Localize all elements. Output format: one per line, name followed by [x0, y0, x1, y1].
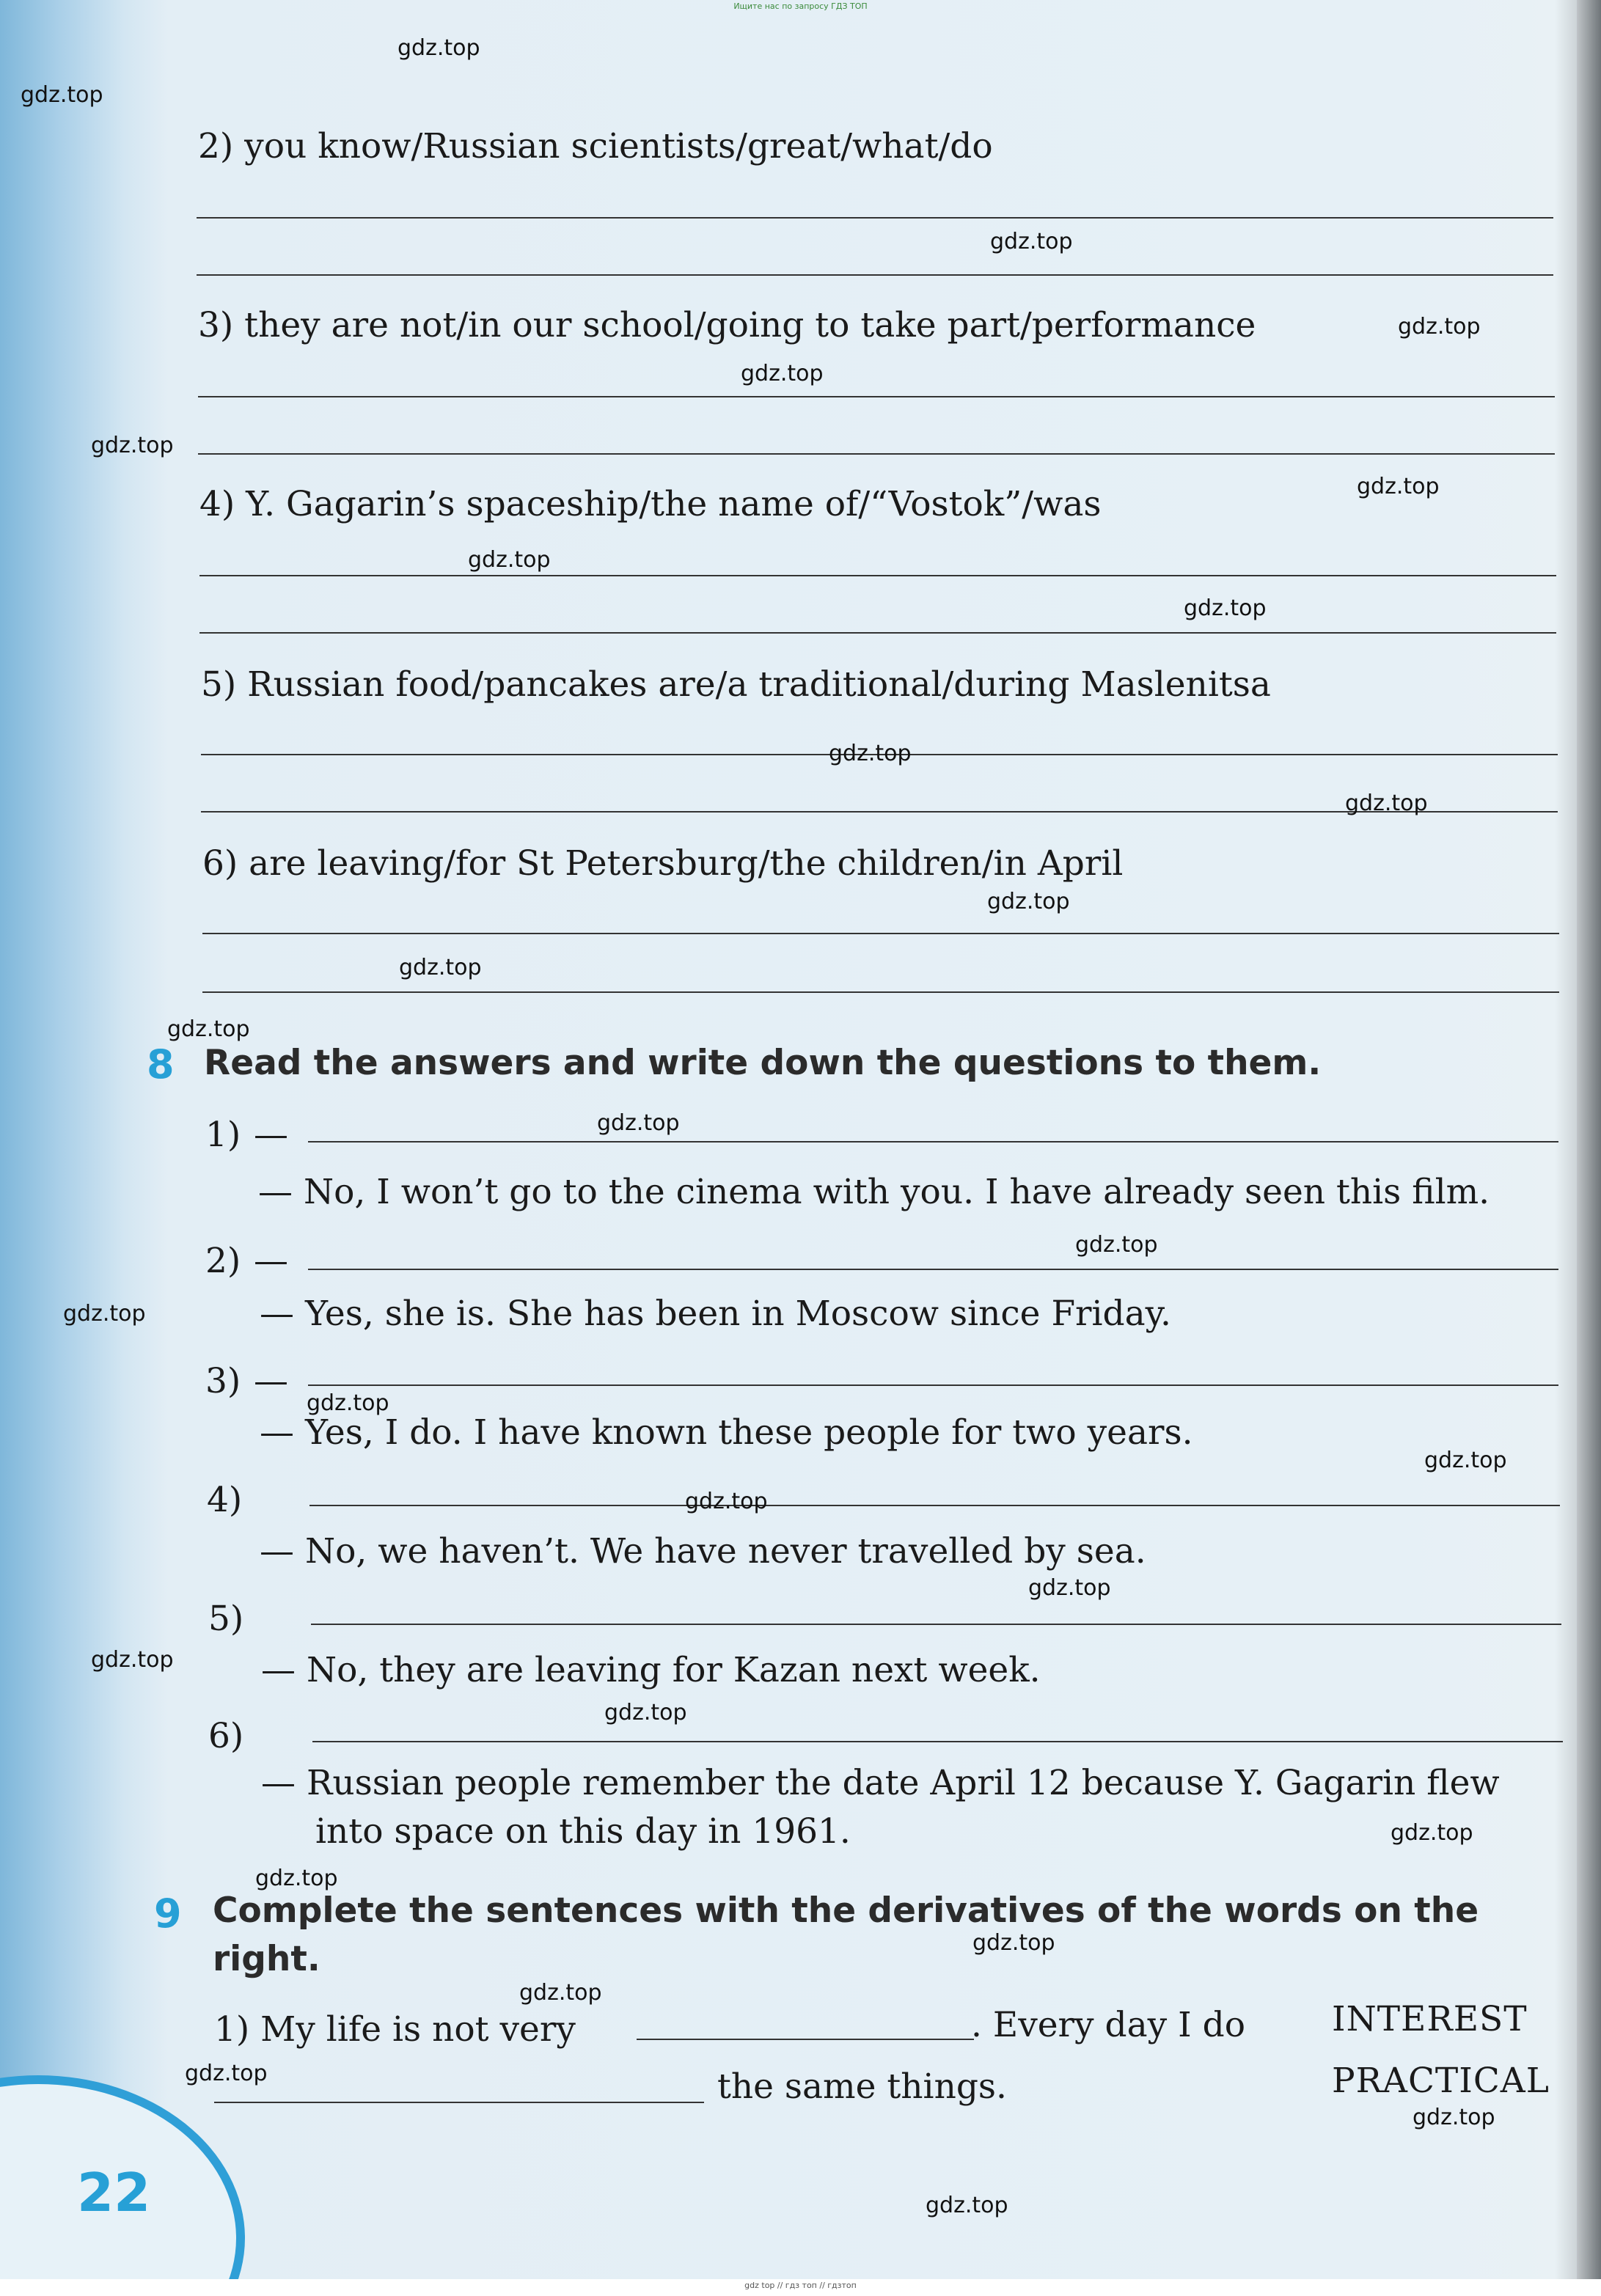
answer-line — [637, 2039, 974, 2040]
watermark-text: gdz.top — [255, 1866, 338, 1891]
question-dash: — — [254, 1361, 288, 1401]
answer-line — [214, 2102, 704, 2103]
watermark-text: gdz.top — [972, 1930, 1055, 1956]
answer-line — [309, 1505, 1560, 1506]
exercise8-answer: — No, I won’t go to the cinema with you. I have already seen this film. — [258, 1172, 1490, 1212]
watermark-text: gdz.top — [91, 433, 174, 458]
watermark-text: gdz.top — [63, 1301, 146, 1327]
exercise8-number: 8 — [147, 1041, 175, 1088]
watermark-text: gdz.top — [91, 1647, 174, 1673]
answer-line — [198, 396, 1555, 397]
watermark-text: gdz.top — [167, 1016, 250, 1042]
exercise8-answer: — Russian people remember the date April 12 because Y. Gagarin flew — [261, 1763, 1500, 1803]
watermark-text: gdz.top — [1398, 314, 1481, 340]
exercise9-item-1-end: the same things. — [717, 2066, 1007, 2107]
watermark-text: gdz.top — [597, 1110, 680, 1136]
bottom-note: gdz top // гдз топ // гдзтоп — [744, 2281, 857, 2290]
answer-line — [198, 453, 1555, 455]
answer-line — [202, 991, 1559, 993]
exercise9-title-continued: right. — [213, 1939, 320, 1979]
exercise8-item-number: 5) — [208, 1599, 244, 1639]
question-dash: — — [254, 1241, 288, 1281]
answer-line — [308, 1269, 1558, 1270]
watermark-text: gdz.top — [1028, 1575, 1111, 1601]
exercise9-item-1: 1) My life is not very — [214, 2009, 576, 2050]
derivative-word: PRACTICAL — [1332, 2061, 1550, 2101]
watermark-text: gdz.top — [307, 1390, 389, 1416]
answer-line — [308, 1384, 1558, 1386]
watermark-text: gdz.top — [1184, 595, 1267, 621]
top-note: Ищите нас по запросу ГДЗ ТОП — [733, 1, 868, 11]
exercise9-item-1-cont: . Every day I do — [971, 2005, 1246, 2045]
answer-line — [199, 575, 1556, 576]
exercise8-item-number: 4) — [207, 1480, 243, 1520]
watermark-text: gdz.top — [1075, 1232, 1158, 1258]
watermark-text: gdz.top — [1391, 1820, 1473, 1846]
derivative-word: INTEREST — [1332, 1999, 1528, 2039]
watermark-text: gdz.top — [990, 229, 1073, 254]
exercise8-item-number: 3) — [205, 1361, 241, 1401]
answer-line — [199, 632, 1556, 634]
exercise9-number: 9 — [154, 1890, 182, 1937]
watermark-text: gdz.top — [185, 2061, 268, 2086]
exercise8-answer: — Yes, I do. I have known these people for two years. — [260, 1412, 1193, 1453]
watermark-text: gdz.top — [829, 741, 912, 766]
watermark-text: gdz.top — [1413, 2105, 1495, 2130]
watermark-text: gdz.top — [21, 82, 103, 108]
watermark-text: gdz.top — [1424, 1448, 1507, 1473]
watermark-text: gdz.top — [685, 1489, 768, 1514]
watermark-text: gdz.top — [604, 1700, 687, 1725]
watermark-text: gdz.top — [519, 1980, 602, 2006]
exercise8-item-number: 2) — [205, 1241, 241, 1281]
answer-line — [197, 217, 1553, 219]
exercise7-item-3: 3) they are not/in our school/going to take part/performance — [198, 305, 1256, 345]
watermark-text: gdz.top — [397, 35, 480, 61]
exercise8-answer: — No, we haven’t. We have never travelled by sea. — [260, 1531, 1146, 1571]
watermark-text: gdz.top — [468, 547, 551, 573]
answer-line — [311, 1624, 1561, 1625]
exercise8-item-number: 6) — [208, 1716, 244, 1756]
exercise7-item-4: 4) Y. Gagarin’s spaceship/the name of/“Vostok”/was — [199, 484, 1102, 524]
page-edge — [1577, 0, 1601, 2279]
exercise8-answer: — Yes, she is. She has been in Moscow since Friday. — [260, 1294, 1171, 1334]
watermark-text: gdz.top — [926, 2193, 1008, 2218]
exercise7-item-2: 2) you know/Russian scientists/great/what/do — [198, 126, 993, 166]
answer-line — [312, 1741, 1563, 1742]
watermark-text: gdz.top — [741, 361, 824, 386]
exercise8-item-number: 1) — [205, 1115, 241, 1155]
watermark-text: gdz.top — [399, 955, 482, 980]
exercise8-answer: — No, they are leaving for Kazan next week. — [261, 1650, 1041, 1690]
exercise7-item-6: 6) are leaving/for St Petersburg/the children/in April — [202, 843, 1124, 884]
exercise8-answer-continued: into space on this day in 1961. — [315, 1811, 851, 1852]
question-dash: — — [254, 1115, 288, 1155]
exercise8-title: Read the answers and write down the questions to them. — [204, 1043, 1322, 1083]
answer-line — [308, 1141, 1558, 1143]
page-number: 22 — [77, 2162, 151, 2223]
answer-line — [197, 274, 1553, 276]
answer-line — [202, 933, 1559, 934]
exercise7-item-5: 5) Russian food/pancakes are/a traditional/during Maslenitsa — [201, 664, 1271, 705]
watermark-text: gdz.top — [987, 889, 1070, 914]
watermark-text: gdz.top — [1345, 791, 1428, 816]
watermark-text: gdz.top — [1357, 474, 1440, 499]
exercise9-title: Complete the sentences with the derivatives of the words on the — [213, 1890, 1479, 1931]
